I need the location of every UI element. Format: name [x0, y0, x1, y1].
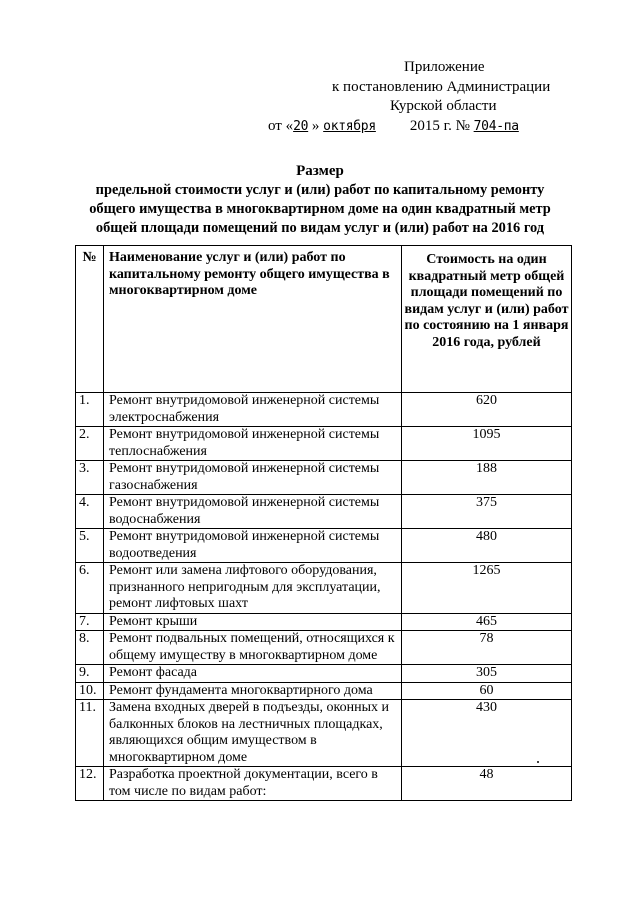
heading-line-1: предельной стоимости услуг и (или) работ по капитальному ремонту [95, 182, 545, 198]
row-number: 3. [76, 461, 104, 495]
appendix-resolution: к постановлению Администрации [332, 78, 551, 95]
heading-line-2: общего имущества в многоквартирном доме на один квадратный метр [89, 201, 551, 217]
row-number: 4. [76, 495, 104, 529]
table-row [76, 427, 572, 461]
appendix-title: Приложение [404, 59, 485, 75]
row-service-name: Ремонт внутридомовой инженерной системы газоснабжения [104, 461, 402, 495]
resolution-number: 704-па [473, 118, 519, 134]
appendix-date-line [268, 117, 598, 137]
row-cost-value: 620 [402, 393, 572, 427]
table-row [76, 767, 572, 801]
row-service-name: Ремонт внутридомовой инженерной системы электроснабжения [104, 393, 402, 427]
table-row [76, 665, 572, 683]
row-number: 9. [76, 665, 104, 683]
row-service-name: Ремонт внутридомовой инженерной системы теплоснабжения [104, 427, 402, 461]
row-cost-value: 188 [402, 461, 572, 495]
row-service-name: Ремонт фундамента многоквартирного дома [104, 682, 402, 700]
header-cost: Стоимость на один квадратный метр общей площади помещений по видам услуг и (или) работ по состоянию на 1 января 2016 года, рублей [402, 246, 572, 393]
row-number: 2. [76, 427, 104, 461]
table-row [76, 631, 572, 665]
row-number: 10. [76, 682, 104, 700]
appendix-block [268, 58, 598, 136]
header-number: № [76, 246, 104, 393]
row-service-name: Ремонт крыши [104, 613, 402, 631]
row-service-name: Ремонт фасада [104, 665, 402, 683]
table-row [76, 461, 572, 495]
table-row [76, 613, 572, 631]
row-service-name: Ремонт подвальных помещений, относящихся к общему имуществу в многоквартирном доме [104, 631, 402, 665]
table-row [76, 393, 572, 427]
row-cost-value: 60 [402, 682, 572, 700]
row-cost-value: 480 [402, 529, 572, 563]
date-month: октября [323, 118, 376, 134]
row-number: 12. [76, 767, 104, 801]
date-day: 20 [293, 118, 309, 134]
row-number: 7. [76, 613, 104, 631]
row-cost-value: 48 [402, 767, 572, 801]
row-service-name: Ремонт внутридомовой инженерной системы водоотведения [104, 529, 402, 563]
row-number: 5. [76, 529, 104, 563]
table-row [76, 682, 572, 700]
heading-line-3: общей площади помещений по видам услуг и (или) работ на 2016 год [95, 220, 545, 236]
table-header-row [76, 246, 572, 393]
row-cost-value: 465 [402, 613, 572, 631]
date-prefix: от « [268, 117, 294, 134]
row-cost-value: 78 [402, 631, 572, 665]
heading-title: Размер [296, 163, 344, 179]
row-cost-value: 375 [402, 495, 572, 529]
row-number: 11. [76, 700, 104, 767]
document-heading [60, 162, 580, 238]
table-row [76, 529, 572, 563]
date-year: 2015 г. № [409, 117, 470, 134]
row-cost-value: 430 [402, 700, 572, 767]
row-cost-value: 1265 [402, 563, 572, 614]
row-service-name: Разработка проектной документации, всего в том числе по видам работ: [104, 767, 402, 801]
table-row [76, 563, 572, 614]
table-row [76, 495, 572, 529]
scan-speck [537, 761, 539, 763]
row-number: 6. [76, 563, 104, 614]
header-service-name: Наименование услуг и (или) работ по капитальному ремонту общего имущества в многоквартирном доме [104, 246, 402, 393]
cost-table [75, 245, 572, 801]
row-number: 8. [76, 631, 104, 665]
date-day-close: » [308, 117, 324, 134]
row-cost-value: 305 [402, 665, 572, 683]
row-service-name: Замена входных дверей в подъезды, оконных и балконных блоков на лестничных площадках, являющихся общим имуществом в многоквартирном доме [104, 700, 402, 767]
row-service-name: Ремонт или замена лифтового оборудования, признанного непригодным для эксплуатации, ремонт лифтовых шахт [104, 563, 402, 614]
appendix-region: Курской области [390, 98, 497, 114]
row-number: 1. [76, 393, 104, 427]
row-cost-value: 1095 [402, 427, 572, 461]
row-service-name: Ремонт внутридомовой инженерной системы водоснабжения [104, 495, 402, 529]
table-row [76, 700, 572, 767]
